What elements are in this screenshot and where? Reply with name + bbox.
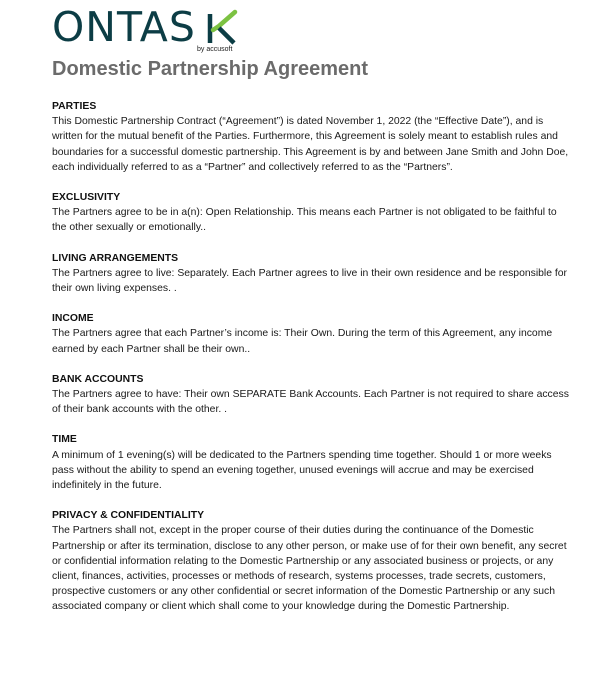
document-title: Domestic Partnership Agreement bbox=[52, 58, 369, 80]
section-heading: TIME bbox=[52, 434, 77, 446]
section-time bbox=[52, 432, 570, 493]
section-heading: BANK ACCOUNTS bbox=[52, 373, 144, 385]
section-heading: EXCLUSIVITY bbox=[52, 192, 121, 204]
section-heading: LIVING ARRANGEMENTS bbox=[52, 252, 179, 264]
section-text: The Partners agree to live: Separately. Each Partner agrees to live in their own residence and be responsible for their own living expenses. . bbox=[52, 267, 568, 295]
section-text: A minimum of 1 evening(s) will be dedicated to the Partners spending time together. Should 1 or more weeks pass without the ability to spend an evening together, unused evenings will accrue and may be exercised indefinitely in the future. bbox=[52, 449, 552, 492]
section-text: This Domestic Partnership Contract (“Agreement”) is dated November 1, 2022 (the “Effective Date”), and is written for the mutual benefit of the Parties. Furthermore, this Agreement is solely meant to establish rules and boundaries for a successful domestic partnership. This Agreement is by and between Jane Smith and John Doe, each individually referred to as a “Partner” and collectively referred to as the “Partners”. bbox=[52, 116, 569, 173]
section-heading: INCOME bbox=[52, 313, 94, 325]
section-parties bbox=[52, 99, 570, 175]
ontask-logo bbox=[52, 4, 252, 58]
logo-checkmark-icon bbox=[204, 6, 244, 46]
section-privacy-confidentiality bbox=[52, 508, 570, 614]
section-bank-accounts bbox=[52, 372, 570, 418]
logo-wordmark: ONTAS bbox=[52, 3, 196, 51]
section-living-arrangements bbox=[52, 251, 570, 297]
section-text: The Partners agree to have: Their own SEPARATE Bank Accounts. Each Partner is not required to share access of their bank accounts with the other. . bbox=[52, 389, 569, 416]
section-heading: PRIVACY & CONFIDENTIALITY bbox=[52, 510, 205, 522]
logo-byline: by accusoft bbox=[197, 46, 233, 53]
section-text: The Partners agree that each Partner’s income is: Their Own. During the term of this Agreement, any income earned by each Partner shall be their own.. bbox=[52, 328, 553, 355]
section-exclusivity bbox=[52, 190, 570, 236]
section-income bbox=[52, 311, 570, 357]
document-body bbox=[52, 99, 570, 630]
section-text: The Partners agree to be in a(n): Open Relationship. This means each Partner is not obligated to be faithful to the other sexually or emotionally.. bbox=[52, 207, 557, 234]
section-text: The Partners shall not, except in the proper course of their duties during the continuance of the Domestic Partnership or after its termination, disclose to any other person, or make use of for their own benefit, any secret or confidential information relating to the Domestic Partnership or any associated business or projects, or any client, finances, activities, processes or methods of research, systems processes, trade secrets, customers, prospective customers or any other confidential or secret information of the Domestic Partnership or any such associated company or client which shall come to your knowledge during the Domestic Partnership. bbox=[52, 525, 567, 613]
section-heading: PARTIES bbox=[52, 101, 97, 112]
